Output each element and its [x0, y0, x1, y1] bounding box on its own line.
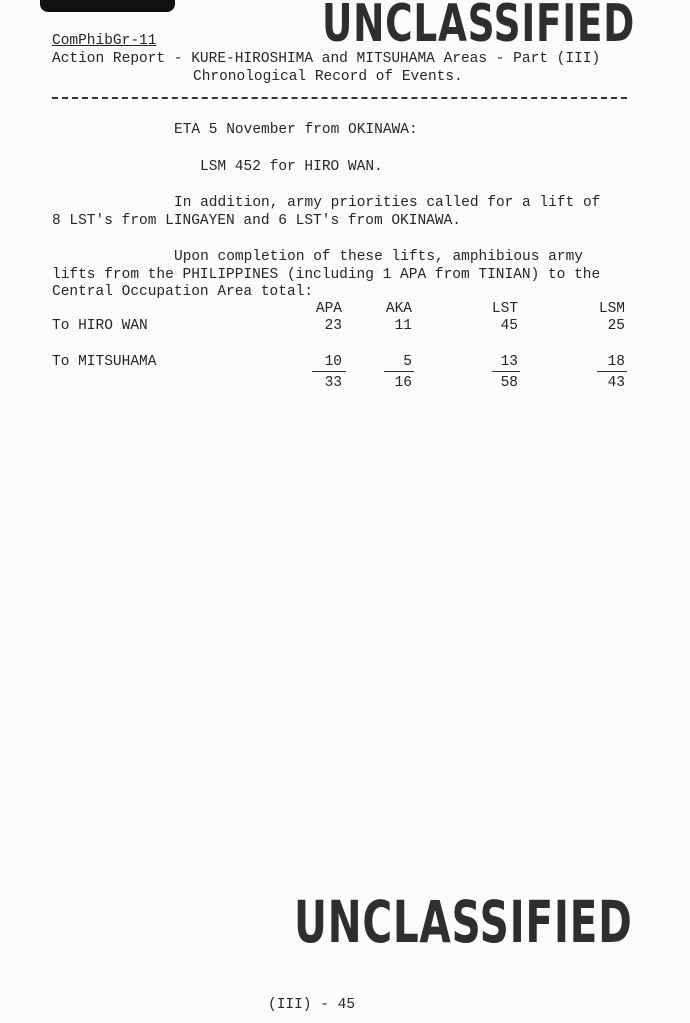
total-underline: [384, 371, 414, 372]
total-underline: [312, 371, 346, 372]
table-cell: 5: [403, 354, 412, 370]
total-cell: 58: [500, 375, 518, 391]
table-cell: 45: [500, 318, 518, 334]
total-cell: 33: [324, 375, 342, 391]
header-divider: [52, 97, 627, 99]
column-header-apa: APA: [315, 301, 342, 317]
total-underline: [597, 371, 627, 372]
paragraph-1-line-2: 8 LST's from LINGAYEN and 6 LST's from OKINAWA.: [52, 213, 461, 229]
header-org: ComPhibGr-11: [52, 33, 157, 49]
table-cell: 25: [607, 318, 625, 334]
total-cell: 43: [607, 375, 625, 391]
page-number: (III) - 45: [268, 997, 356, 1013]
column-header-lsm: LSM: [598, 301, 625, 317]
table-cell: 10: [324, 354, 342, 370]
table-cell: 18: [607, 354, 625, 370]
table-cell: 13: [500, 354, 518, 370]
table-cell: 11: [394, 318, 412, 334]
header-subtitle: Chronological Record of Events.: [193, 69, 463, 85]
column-header-lst: LST: [491, 301, 518, 317]
classification-stamp-bottom: UNCLASSIFIED: [294, 888, 633, 956]
row-label-mitsuhama: To MITSUHAMA: [52, 354, 157, 370]
column-header-aka: AKA: [385, 301, 412, 317]
eta-line: ETA 5 November from OKINAWA:: [174, 122, 418, 138]
redaction-bar: [40, 0, 175, 12]
row-label-hiro-wan: To HIRO WAN: [52, 318, 148, 334]
header-report-line: Action Report - KURE-HIROSHIMA and MITSUHAMA Areas - Part (III): [52, 51, 601, 67]
paragraph-2-line-2: lifts from the PHILIPPINES (including 1 APA from TINIAN) to the: [52, 267, 601, 283]
paragraph-1-line-1: In addition, army priorities called for a lift of: [174, 195, 601, 211]
total-cell: 16: [394, 375, 412, 391]
total-underline: [492, 371, 520, 372]
paragraph-2-line-1: Upon completion of these lifts, amphibious army: [174, 249, 583, 265]
classification-stamp-top: UNCLASSIFIED: [322, 0, 636, 54]
lsm-line: LSM 452 for HIRO WAN.: [200, 159, 383, 175]
table-cell: 23: [324, 318, 342, 334]
paragraph-2-line-3: Central Occupation Area total:: [52, 284, 314, 300]
